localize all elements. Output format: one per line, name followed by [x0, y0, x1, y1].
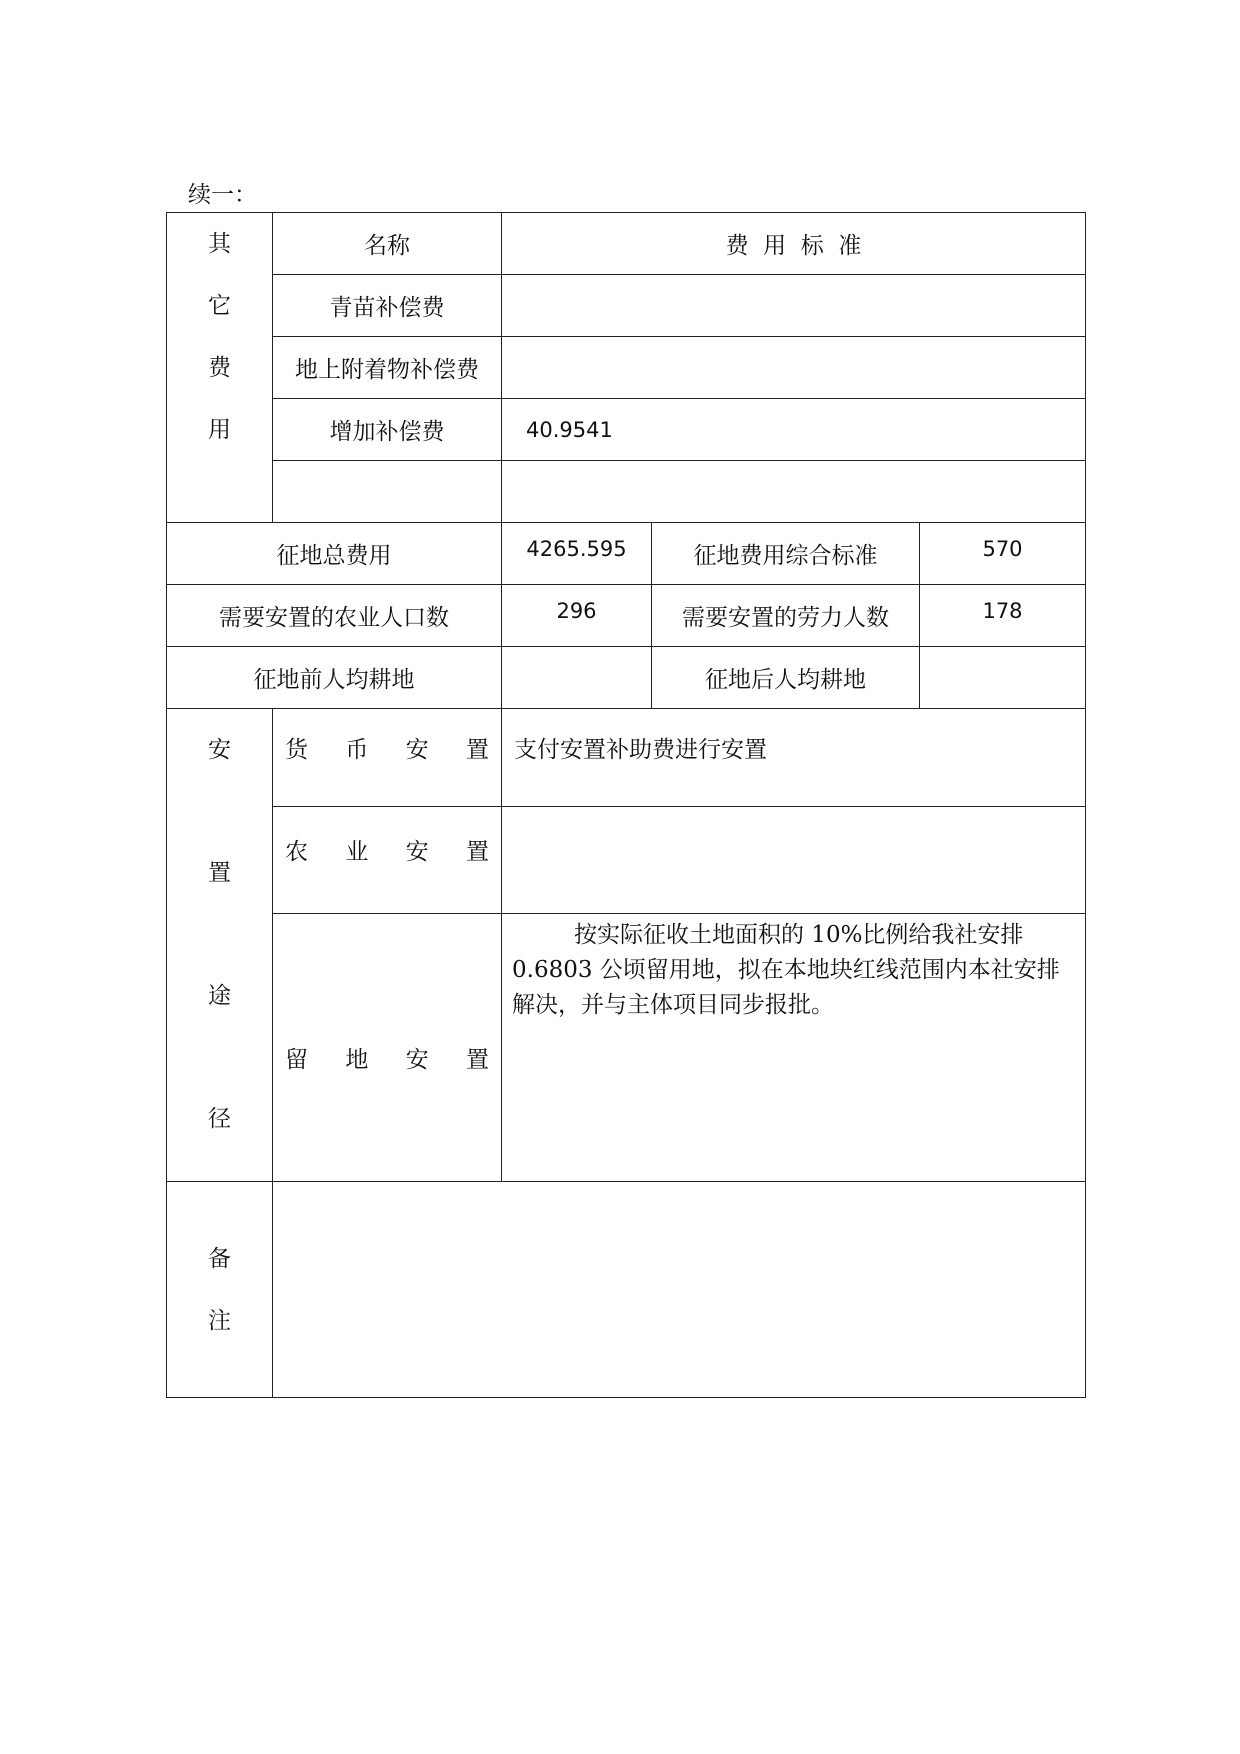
- land-acquisition-form: [166, 212, 1086, 1398]
- fee-value-attachments[interactable]: [502, 337, 1086, 399]
- remarks-side-label: 备 注: [167, 1182, 273, 1398]
- col-standard-header: 费 用 标 准: [502, 213, 1086, 275]
- col-name-header: 名称: [273, 213, 502, 275]
- labor-label: 需要安置的劳力人数: [652, 585, 920, 647]
- resettlement-side-label: 安 置 途 径: [167, 709, 273, 1182]
- reserved-land-resettlement-label: 留 地 安 置: [273, 914, 502, 1182]
- monetary-resettlement-value[interactable]: 支付安置补助费进行安置: [502, 709, 1086, 807]
- land-after-value[interactable]: [920, 647, 1086, 709]
- land-before-label: 征地前人均耕地: [167, 647, 502, 709]
- composite-standard-value[interactable]: 570: [920, 523, 1086, 585]
- fee-name-attachments: 地上附着物补偿费: [273, 337, 502, 399]
- agri-population-value[interactable]: 296: [502, 585, 652, 647]
- fee-name-additional: 增加补偿费: [273, 399, 502, 461]
- total-fee-label: 征地总费用: [167, 523, 502, 585]
- fee-value-additional[interactable]: 40.9541: [502, 399, 1086, 461]
- other-fees-side-label: 其 它 费 用: [167, 213, 273, 523]
- reserved-land-resettlement-value[interactable]: 按实际征收土地面积的 10%比例给我社安排 0.6803 公顷留用地，拟在本地块红线范围内本社安排解决，并与主体项目同步报批。: [502, 914, 1086, 1182]
- fee-value-seedling[interactable]: [502, 275, 1086, 337]
- agricultural-resettlement-label: 农 业 安 置: [273, 807, 502, 914]
- labor-value[interactable]: 178: [920, 585, 1086, 647]
- agricultural-resettlement-value[interactable]: [502, 807, 1086, 914]
- continuation-heading: 续一：: [188, 182, 257, 208]
- fee-name-seedling: 青苗补偿费: [273, 275, 502, 337]
- land-before-value[interactable]: [502, 647, 652, 709]
- total-fee-value[interactable]: 4265.595: [502, 523, 652, 585]
- land-after-label: 征地后人均耕地: [652, 647, 920, 709]
- remarks-value[interactable]: [273, 1182, 1086, 1398]
- fee-value-blank[interactable]: [502, 461, 1086, 523]
- composite-standard-label: 征地费用综合标准: [652, 523, 920, 585]
- monetary-resettlement-label: 货 币 安 置: [273, 709, 502, 807]
- fee-name-blank: [273, 461, 502, 523]
- agri-population-label: 需要安置的农业人口数: [167, 585, 502, 647]
